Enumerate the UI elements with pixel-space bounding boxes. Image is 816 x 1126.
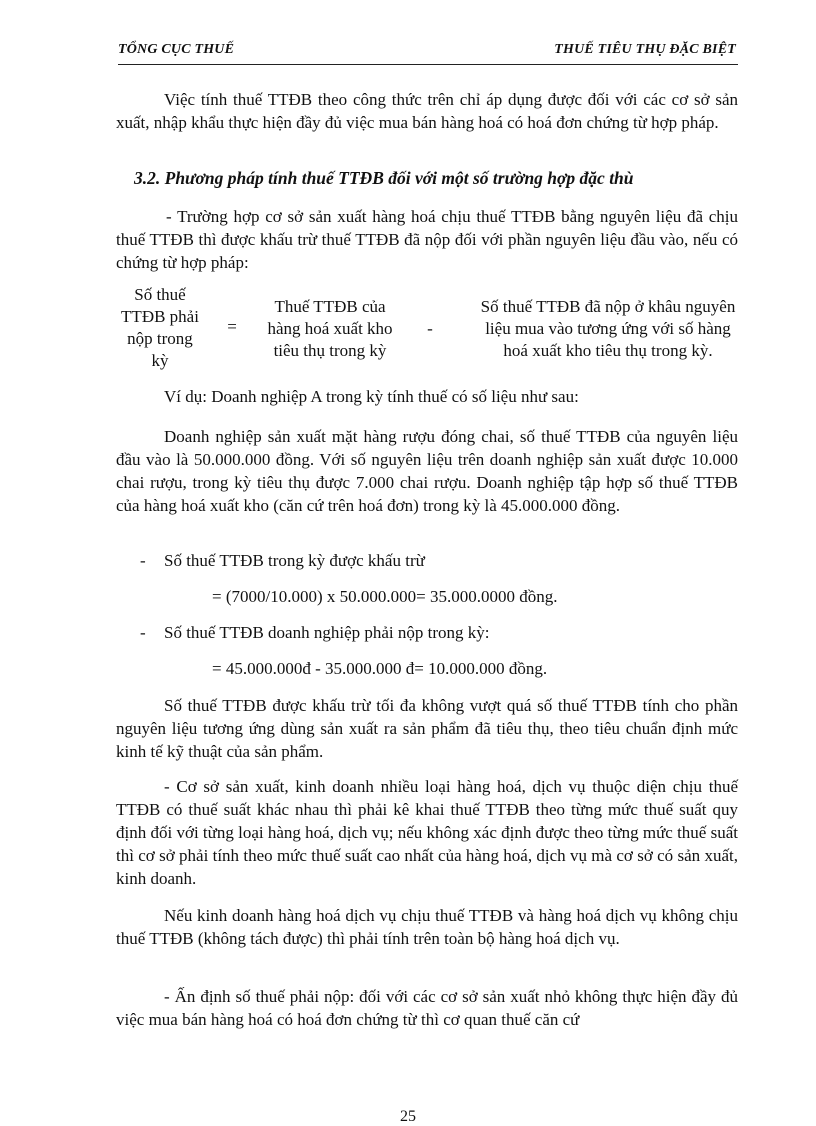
formula-equals: = (227, 317, 237, 336)
formula-middle-line: tiêu thụ trong kỳ (273, 341, 387, 360)
formula-right-line: liệu mua vào tương ứng với số hàng (485, 319, 731, 338)
example-body: Doanh nghiệp sản xuất mặt hàng rượu đóng chai, số thuế TTĐB của nguyên liệu đầu vào là 50.000.000 đồng. Với số nguyên liệu trên doanh nghiệp sản xuất được 10.000 chai rượu, trong kỳ tiêu thụ được 7.000 chai rượu. Doanh nghiệp tập hợp số thuế TTĐB của hàng hoá xuất kho (căn cứ trên hoá đơn) trong kỳ là 45.000.000 đồng. (116, 427, 738, 515)
formula-middle (250, 296, 410, 362)
formula-left-line: Số thuế (134, 285, 186, 304)
bullet-deductible-label: Số thuế TTĐB trong kỳ được khấu trừ (164, 551, 425, 570)
formula-left-line: nộp trong (127, 329, 193, 348)
header-left: TỔNG CỤC THUẾ (118, 42, 235, 57)
bullet-deductible-calc: = (7000/10.000) x 50.000.000= 35.000.0000 đồng. (212, 587, 558, 606)
formula-left (108, 284, 212, 372)
paragraph-raw-materials: - Trường hợp cơ sở sản xuất hàng hoá chịu thuế TTĐB bằng nguyên liệu đã chịu thuế TTĐB thì được khấu trừ thuế TTĐB đã nộp đối với phần nguyên liệu đầu vào, nếu có chứng từ hợp pháp: (116, 207, 738, 272)
paragraph-mixed-goods: Nếu kinh doanh hàng hoá dịch vụ chịu thuế TTĐB và hàng hoá dịch vụ không chịu thuế TTĐB (không tách được) thì phải tính trên toàn bộ hàng hoá dịch vụ. (116, 906, 738, 948)
formula-minus: - (427, 319, 433, 338)
bullet-payable-label: Số thuế TTĐB doanh nghiệp phải nộp trong kỳ: (164, 623, 490, 642)
header-rule (118, 64, 738, 65)
paragraph-fixed-tax: - Ấn định số thuế phải nộp: đối với các cơ sở sản xuất nhỏ không thực hiện đầy đủ việc mua bán hàng hoá có hoá đơn chứng từ thì cơ quan thuế căn cứ (116, 987, 738, 1029)
formula-left-line: TTĐB phải (121, 307, 199, 326)
formula-right (458, 296, 758, 362)
paragraph-multiple-rates: - Cơ sở sản xuất, kinh doanh nhiều loại hàng hoá, dịch vụ thuộc diện chịu thuế TTĐB có thuế suất khác nhau thì phải kê khai thuế TTĐB theo từng mức thuế suất quy định đối với từng loại hàng hoá, dịch vụ; nếu không xác định được theo từng mức thuế suất thì cơ sở phải tính theo mức thuế suất cao nhất của hàng hoá, dịch vụ mà cơ sở có sản xuất, kinh doanh. (116, 777, 738, 888)
formula-right-line: Số thuế TTĐB đã nộp ở khâu nguyên (480, 297, 736, 316)
section-heading: 3.2. Phương pháp tính thuế TTĐB đối với một số trường hợp đặc thù (134, 168, 634, 188)
example-intro: Ví dụ: Doanh nghiệp A trong kỳ tính thuế có số liệu như sau: (164, 387, 579, 406)
bullet-payable-calc: = 45.000.000đ - 35.000.000 đ= 10.000.000 đồng. (212, 659, 548, 678)
formula-left-line: kỳ (151, 351, 169, 370)
formula-right-line: hoá xuất kho tiêu thụ trong kỳ. (503, 341, 713, 360)
bullet-dash: - (140, 551, 146, 570)
formula-middle-line: Thuế TTĐB của (274, 297, 386, 316)
header-right: THUẾ TIÊU THỤ ĐẶC BIỆT (554, 42, 736, 57)
bullet-dash: - (140, 623, 146, 642)
formula-middle-line: hàng hoá xuất kho (267, 319, 393, 338)
page-number: 25 (400, 1108, 416, 1125)
paragraph-intro: Việc tính thuế TTĐB theo công thức trên chỉ áp dụng được đối với các cơ sở sản xuất, nhập khẩu thực hiện đầy đủ việc mua bán hàng hoá có hoá đơn chứng từ hợp pháp. (116, 90, 738, 132)
paragraph-max-deduction: Số thuế TTĐB được khấu trừ tối đa không vượt quá số thuế TTĐB tính cho phần nguyên liệu tương ứng dùng sản xuất ra sản phẩm đã tiêu thụ, theo tiêu chuẩn định mức kinh tế kỹ thuật của sản phẩm. (116, 696, 738, 761)
